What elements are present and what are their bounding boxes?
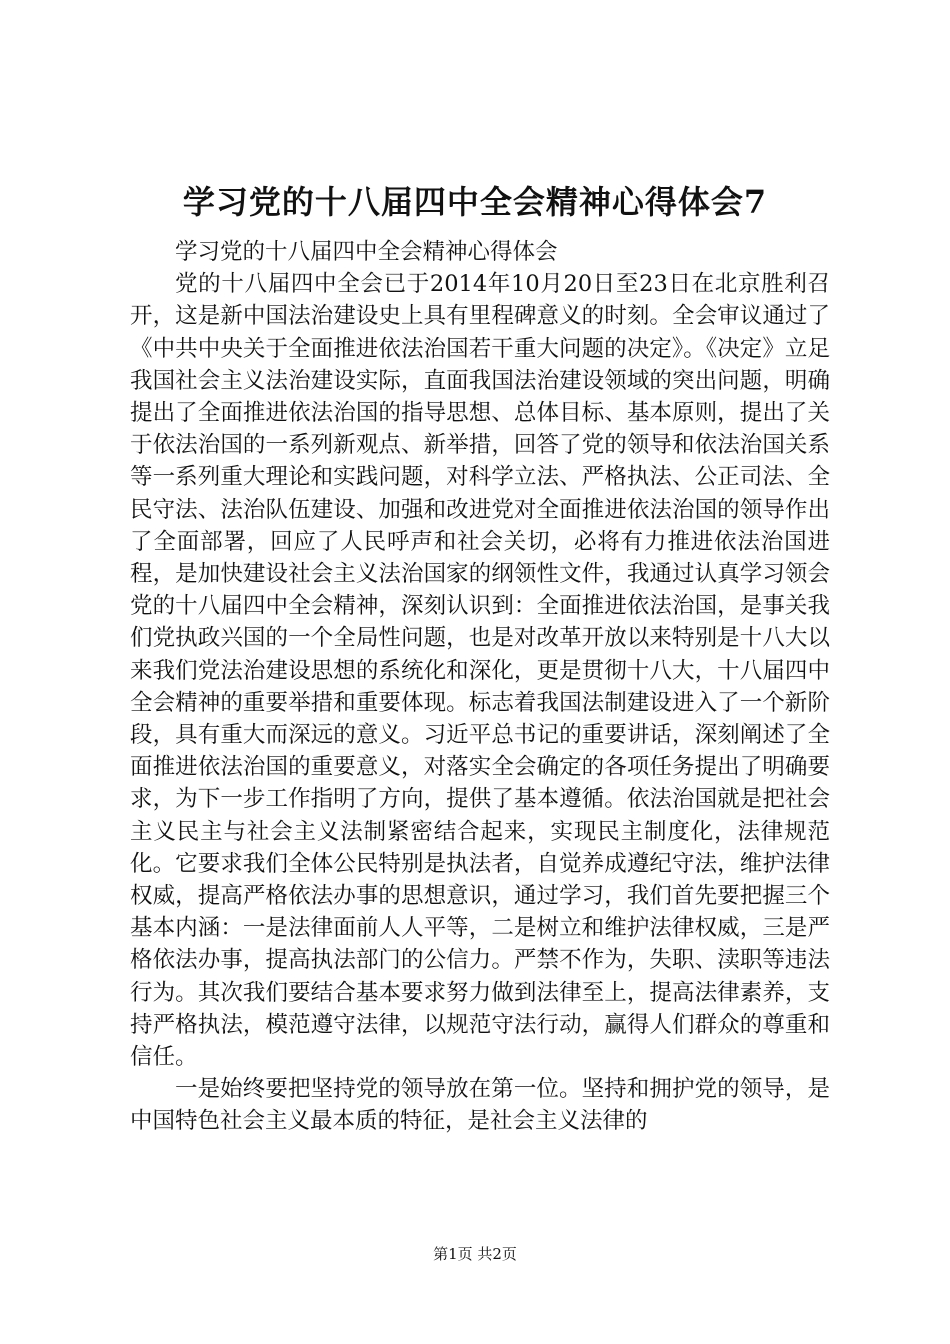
page-number-footer: 第1页 共2页 [433, 1245, 517, 1263]
paragraph-point-one: 一是始终要把坚持党的领导放在第一位。坚持和拥护党的领导，是中国特色社会主义最本质的特征，是社会主义法律的 [130, 1076, 830, 1135]
paragraph-main: 党的十八届四中全会已于2014年10月20日至23日在北京胜利召开，这是新中国法治建设史上具有里程碑意义的时刻。全会审议通过了《中共中央关于全面推进依法治国若干重大问题的决定》。《决定》立足我国社会主义法治建设实际，直面我国法治建设领域的突出问题，明确提出了全面推进依法治国的指导思想、总体目标、基本原则，提出了关于依法治国的一系列新观点、新举措，回答了党的领导和依法治国关系等一系列重大理论和实践问题，对科学立法、严格执法、公正司法、全民守法、法治队伍建设、加强和改进党对全面推进依法治国的领导作出了全面部署，回应了人民呼声和社会关切，必将有力推进依法治国进程，是加快建设社会主义法治国家的纲领性文件，我通过认真学习领会党的十八届四中全会精神，深刻认识到：全面推进依法治国，是事关我们党执政兴国的一个全局性问题，也是对改革开放以来特别是十八大以来我们党法治建设思想的系统化和深化，更是贯彻十八大，十八届四中全会精神的重要举措和重要体现。标志着我国法制建设进入了一个新阶段，具有重大而深远的意义。习近平总书记的重要讲话，深刻阐述了全面推进依法治国的重要意义，对落实全会确定的各项任务提出了明确要求，为下一步工作指明了方向，提供了基本遵循。依法治国就是把社会主义民主与社会主义法制紧密结合起来，实现民主制度化，法律规范化。它要求我们全体公民特别是执法者，自觉养成遵纪守法，维护法律权威，提高严格依法办事的思想意识，通过学习，我们首先要把握三个基本内涵：一是法律面前人人平等，二是树立和维护法律权威，三是严格依法办事，提高执法部门的公信力。严禁不作为，失职、渎职等违法行为。其次我们要结合基本要求努力做到法律至上，提高法律素养，支持严格执法，模范遵守法律，以规范守法行动，赢得人们群众的尊重和信任。 [130, 271, 830, 1071]
document-title: 学习党的十八届四中全会精神心得体会7 [182, 183, 768, 221]
document-body [130, 236, 830, 1138]
paragraph-subtitle: 学习党的十八届四中全会精神心得体会 [175, 239, 558, 265]
